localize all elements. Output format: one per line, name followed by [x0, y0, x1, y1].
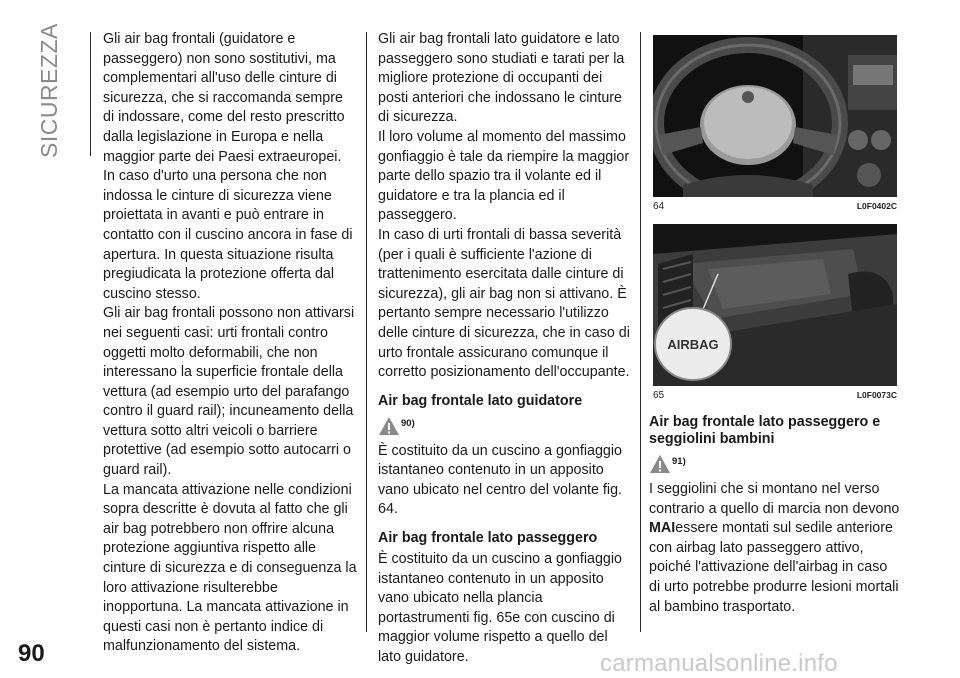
- section-title: SICUREZZA: [36, 23, 62, 158]
- paragraph: La mancata attivazione nelle condizioni sopra descritte è dovuta al fatto che gli air bag potrebbero non offrire alcuna protezione aggiuntiva rispetto alle cinture di sicurezza e di conseguenza la loro attivazione risulterebbe inopportuna. La mancata attivazione in questi casi non è pertanto indice di malfunzionamento del sistema.: [103, 481, 357, 655]
- paragraph: È costituito da un cuscino a gonfiaggio istantaneo contenuto in un apposito vano ubicato nella plancia portastrumenti fig. 65e con cuscino di maggior volume rispetto a quello del lato guidatore.: [378, 551, 623, 666]
- driver-airbag-heading: Air bag frontale lato guidatore: [378, 392, 583, 409]
- paragraph: In caso d'urto una persona che non indossa le cinture di sicurezza viene proiettata in avanti e può entrare in contatto con il cuscino ancora in fase di apertura. In questa situazione risulta pregiudicata la protezione offerta dal cuscino stesso.: [103, 168, 353, 302]
- section-divider: [90, 32, 91, 156]
- child-seat-heading: Air bag frontale lato passeggero e seggiolini bambini: [649, 414, 881, 447]
- dashboard-illustration: [653, 224, 897, 386]
- paragraph: In caso di urti frontali di bassa severità (per i quali è sufficiente l'azione di trattenimento esercitata dalle cinture di sicurezza), gli air bag non si attivano. È pertanto sempre necessario l'utilizzo delle cinture di sicurezza, che in caso di urto frontale assicurano comunque il corretto posizionamento dell'occupante.: [378, 226, 630, 381]
- paragraph: Gli air bag frontali possono non attivarsi nei seguenti casi: urti frontali contro oggetti molto deformabili, che non interessano la superficie frontale della vettura (ad esempio urto del parafango contro il guard rail); incuneamento della vettura sotto altri veicoli o barriere protettive (ad esempio sotto autocarri o guard rail).: [103, 305, 355, 479]
- watermark: carmanualsonline.info: [600, 650, 838, 677]
- figure-number: 64: [653, 201, 665, 212]
- paragraph: Gli air bag frontali lato guidatore e lato passeggero sono studiati e tarati per la migliore protezione di occupanti dei posti anteriori che indossano le cinture di sicurezza.: [378, 31, 625, 126]
- figure-64-caption: [653, 201, 897, 215]
- paragraph: È costituito da un cuscino a gonfiaggio istantaneo contenuto in un apposito vano ubicato nel centro del volante fig. 64.: [378, 442, 623, 518]
- left-column: [103, 30, 358, 657]
- steering-wheel-photo: [653, 35, 897, 197]
- steering-wheel-illustration: [653, 35, 897, 197]
- emphasis: MAI: [649, 520, 676, 537]
- column-divider: [366, 32, 367, 632]
- paragraph: Il loro volume al momento del massimo gonfiaggio è tale da riempire la maggior parte dello spazio tra il volante ed il guidatore e tra la plancia ed il passeggero.: [378, 128, 630, 224]
- figure-code: L0F0402C: [856, 201, 897, 211]
- figure-code: L0F0073C: [856, 390, 897, 400]
- warning-triangle-icon: [649, 454, 671, 474]
- warning-triangle-icon: [378, 416, 400, 436]
- warning-reference: 91): [649, 452, 901, 474]
- warning-reference: 90): [378, 414, 634, 436]
- paragraph: Gli air bag frontali (guidatore e passeggero) non sono sostitutivi, ma complementari all'uso delle cinture di sicurezza, che si raccomanda sempre di indossare, come del resto prescritto dalla legislazione in Europa e nella maggior parte dei Paesi extraeuropei.: [103, 31, 345, 165]
- right-column: [649, 410, 901, 617]
- paragraph: I seggiolini che si montano nel verso contrario a quello di marcia non devono MAIessere montati sul sedile anteriore con airbag lato passeggero attivo, poiché l'attivazione dell'airbag in caso di urto potrebbe produrre lesioni mortali al bambino trasportato.: [649, 481, 900, 615]
- dashboard-airbag-photo: [653, 224, 897, 386]
- airbag-label: AIRBAG: [667, 337, 719, 352]
- page-number: 90: [18, 640, 45, 667]
- figure-number: 65: [653, 390, 665, 401]
- middle-column: [378, 30, 634, 668]
- figure-65-caption: [653, 390, 897, 404]
- passenger-airbag-heading: Air bag frontale lato passeggero: [378, 530, 598, 547]
- column-divider: [640, 32, 641, 632]
